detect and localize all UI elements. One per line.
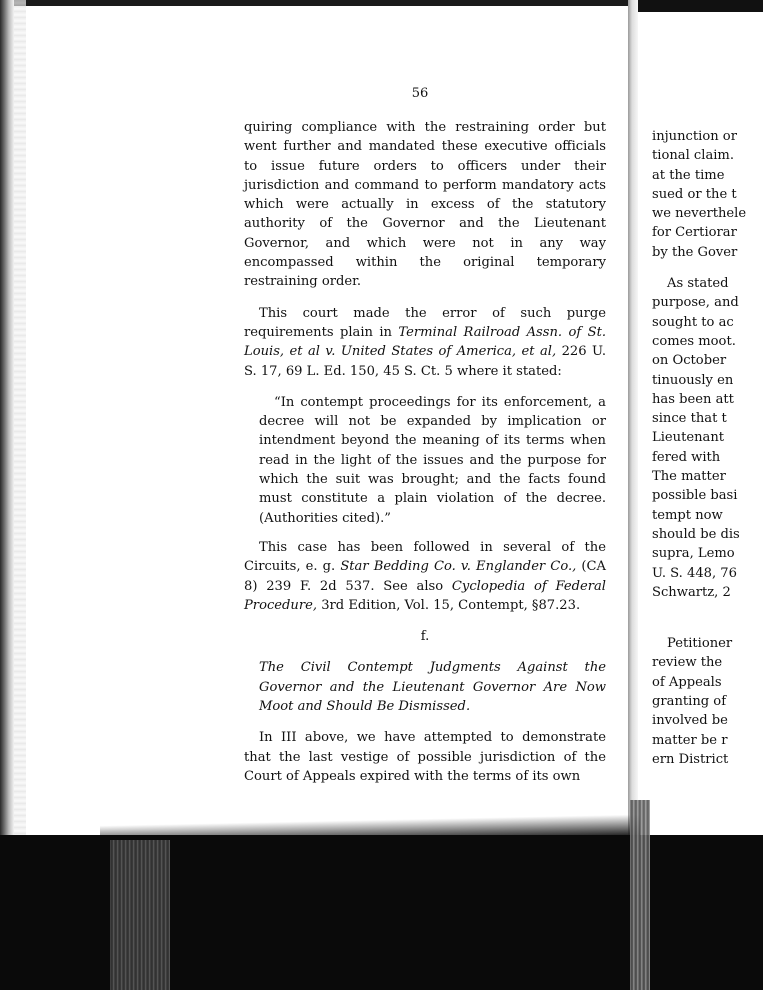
right-page-line: involved be [652, 713, 728, 729]
paragraph-3-text-c: 3rd Edition, Vol. 15, Contempt, §87.23. [317, 597, 581, 613]
right-page-line: on October [652, 353, 727, 369]
right-page-line: sued or the t [652, 186, 737, 202]
right-page-line: since that t [652, 411, 727, 427]
paragraph-4: In III above, we have attempted to demonstrate that the last vestige of possible jurisdiction of the Court of Appeals expired with the terms of its own [244, 730, 606, 784]
page-stack-edge-left [110, 840, 170, 990]
right-page-line: tinuously en [652, 372, 734, 388]
right-page-line: should be dis [652, 526, 740, 542]
right-page-line: review the [652, 655, 723, 671]
right-block-b [652, 274, 763, 602]
right-page-line: of Appeals [652, 674, 722, 690]
left-page-text [244, 118, 606, 798]
right-page-line: Petitioner [667, 636, 733, 652]
paragraph-3-text-b: (CA 8) 239 F. 2d 537. See also [244, 559, 606, 594]
citation-cyclopedia: Cyclopedia of Federal Procedure, [244, 578, 606, 613]
right-page-line: we neverthele [652, 206, 747, 222]
right-page-line: Lieutenant [652, 430, 725, 446]
block-quote: “In contempt proceedings for its enforcement, a decree will not be expanded by implication or intendment beyond the meaning of its terms when read in the light of the issues and the purpose for which the suit was brought; and the facts found must constitute a plain violation of the decree. (Authorities cited).” [259, 394, 606, 526]
right-page-line: has been att [652, 391, 734, 407]
right-page-line: purpose, and [652, 295, 739, 311]
right-page-line: fered with [652, 449, 721, 465]
right-page-line: supra, Lemo [652, 546, 735, 562]
book-gutter [628, 0, 638, 860]
right-page-line: granting of [652, 694, 727, 710]
paragraph-2 [244, 304, 606, 381]
right-page-line: Schwartz, 2 [652, 584, 731, 600]
right-page-line: sought to ac [652, 314, 734, 330]
section-heading: f. [420, 629, 430, 645]
right-page-line: U. S. 448, 76 [652, 565, 737, 581]
right-page-line: tional claim. [652, 148, 735, 164]
page-stack-edge-right [630, 800, 650, 990]
paragraph-2-text-a: This court made the error of such purge requirements plain in [244, 305, 606, 340]
right-page-line: ern District [652, 751, 729, 767]
page-number: 56 [411, 86, 429, 101]
right-page-line: As stated [667, 276, 729, 292]
paragraph-1: quiring compliance with the restraining order but went further and mandated these executive officials to issue future orders to officers under their jurisdiction and command to perform mandatory acts which were actually in excess of the statutory authority of the Governor and the Lieutenant Governor, and which were not in any way encompassed within the original temporary restraining order. [244, 120, 606, 290]
paragraph-3 [244, 538, 606, 615]
case-citation-terminal-railroad: Terminal Railroad Assn. of St. Louis, et al v. United States of America, et al, [244, 324, 606, 360]
right-page-top-shadow [628, 0, 763, 12]
right-page-line: possible basi [652, 488, 738, 504]
paragraph-3-text-a: This case has been followed in several of the Circuits, e. g. [244, 539, 606, 575]
paragraph-2-text-b: 226 U. S. 17, 69 L. Ed. 150, 45 S. Ct. 5 where it stated: [244, 344, 606, 379]
right-block-a [652, 127, 763, 262]
right-page-line: The matter [652, 469, 726, 485]
right-block-c [652, 634, 763, 769]
right-page-line: injunction or [652, 129, 737, 144]
right-page-line: comes moot. [652, 333, 736, 349]
right-page-text [652, 127, 763, 769]
section-subheading: The Civil Contempt Judgments Against the Governor and the Lieutenant Governor Are Now Moot and Should Be Dismissed. [259, 660, 606, 715]
right-page-line: by the Gover [652, 244, 738, 260]
case-citation-star-bedding: Star Bedding Co. v. Englander Co., [340, 559, 577, 575]
right-page-line: tempt now [652, 507, 723, 523]
right-page-line: for Certiorar [652, 225, 737, 241]
right-page-line: matter be r [652, 732, 728, 748]
right-page-line: at the time [652, 167, 725, 183]
